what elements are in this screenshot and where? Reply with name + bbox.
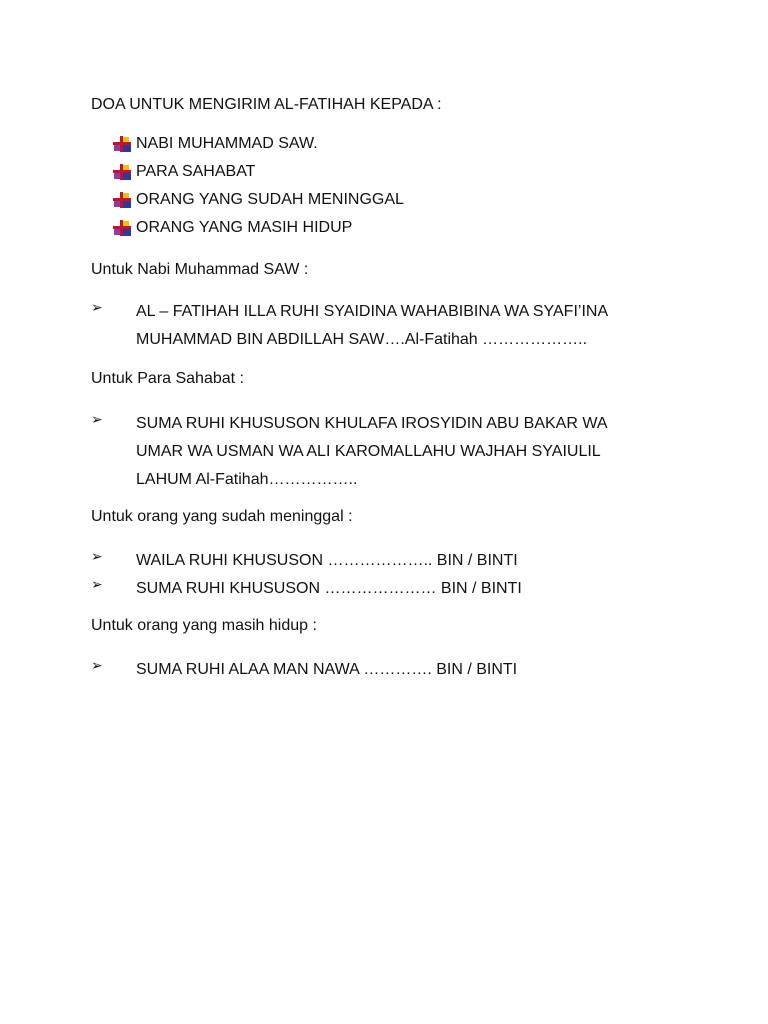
prayer-line: SUMA RUHI KHUSUSON ………………… BIN / BINTI [136, 580, 522, 597]
prayer-line: SUMA RUHI KHUSUSON KHULAFA IROSYIDIN ABU BAKAR WA [136, 415, 608, 432]
prayer-text [136, 298, 696, 354]
arrow-bullet-icon: ➢ [91, 412, 103, 428]
recipient-label: ORANG YANG SUDAH MENINGGAL [136, 191, 404, 208]
document-title: DOA UNTUK MENGIRIM AL-FATIHAH KEPADA : [91, 96, 442, 113]
arrow-bullet-icon: ➢ [91, 300, 103, 316]
section-heading-hidup: Untuk orang yang masih hidup : [91, 617, 317, 634]
section-heading-sahabat: Untuk Para Sahabat : [91, 370, 244, 387]
recipient-label: NABI MUHAMMAD SAW. [136, 135, 318, 152]
prayer-line: UMAR WA USMAN WA ALI KAROMALLAHU WAJHAH SYAIULIL [136, 443, 601, 460]
prayer-line: MUHAMMAD BIN ABDILLAH SAW….Al-Fatihah ……………….. [136, 331, 588, 348]
section-heading-nabi: Untuk Nabi Muhammad SAW : [91, 261, 309, 278]
cross-bullet-icon [113, 192, 131, 208]
cross-bullet-icon [113, 136, 131, 152]
prayer-text [136, 410, 696, 494]
prayer-line: SUMA RUHI ALAA MAN NAWA …………. BIN / BINTI [136, 661, 518, 678]
arrow-bullet-icon: ➢ [91, 577, 103, 593]
prayer-line: LAHUM Al-Fatihah…………….. [136, 471, 358, 488]
recipient-label: ORANG YANG MASIH HIDUP [136, 219, 353, 236]
cross-bullet-icon [113, 220, 131, 236]
recipient-label: PARA SAHABAT [136, 163, 256, 180]
cross-bullet-icon [113, 164, 131, 180]
prayer-line: WAILA RUHI KHUSUSON ……………….. BIN / BINTI [136, 552, 518, 569]
prayer-line: AL – FATIHAH ILLA RUHI SYAIDINA WAHABIBINA WA SYAFI’INA [136, 303, 609, 320]
arrow-bullet-icon: ➢ [91, 549, 103, 565]
section-heading-meninggal: Untuk orang yang sudah meninggal : [91, 508, 353, 525]
arrow-bullet-icon: ➢ [91, 658, 103, 674]
